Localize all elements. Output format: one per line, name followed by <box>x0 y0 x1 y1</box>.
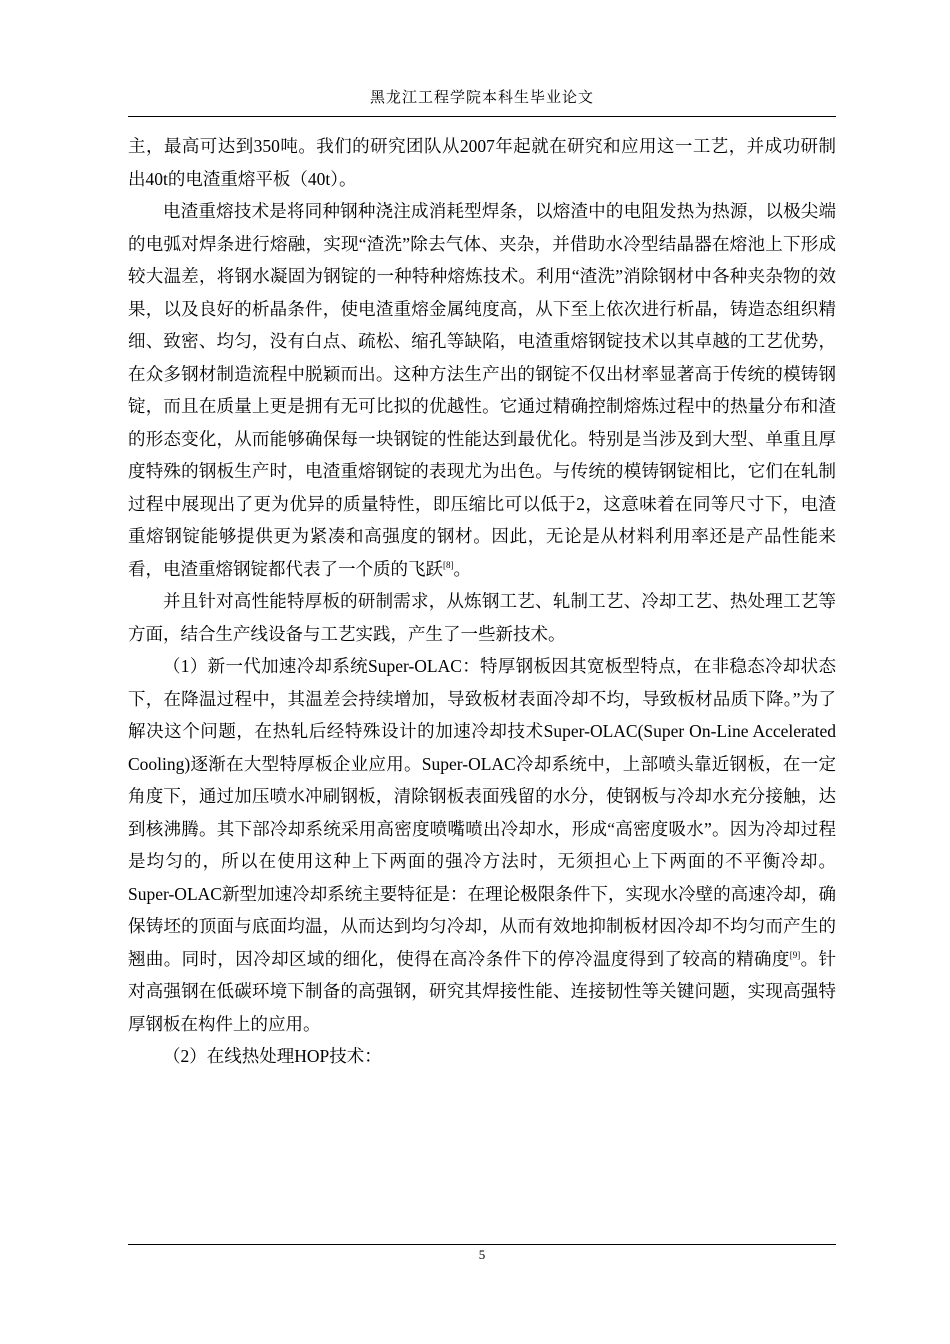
paragraph-continuation: 主，最高可达到350吨。我们的研究团队从2007年起就在研究和应用这一工艺，并成功研制出40t的电渣重熔平板（40t）。 <box>128 136 836 189</box>
header-rule <box>128 116 836 117</box>
body-text <box>128 130 836 1073</box>
running-header: 黑龙江工程学院本科生毕业论文 <box>369 88 594 106</box>
footer-rule <box>128 1244 836 1245</box>
citation-9: [9] <box>789 949 801 960</box>
paragraph-hop-heading: （2）在线热处理HOP技术： <box>163 1046 382 1066</box>
page-number: 5 <box>478 1247 486 1262</box>
paragraph-new-technologies: 并且针对高性能特厚板的研制需求，从炼钢工艺、轧制工艺、冷却工艺、热处理工艺等方面，结合生产线设备与工艺实践，产生了一些新技术。 <box>128 591 836 644</box>
paragraph-electroslag-remelting: 电渣重熔技术是将同种钢种浇注成消耗型焊条，以熔渣中的电阻发热为热源，以极尖端的电弧对焊条进行熔融，实现“渣洗”除去气体、夹杂，并借助水冷型结晶器在熔池上下形成较大温差，将钢水凝固为钢锭的一种特种熔炼技术。利用“渣洗”消除钢材中各种夹杂物的效果，以及良好的析晶条件，使电渣重熔金属纯度高，从下至上依次进行析晶，铸造态组织精细、致密、均匀，没有白点、疏松、缩孔等缺陷，电渣重熔钢锭技术以其卓越的工艺优势，在众多钢材制造流程中脱颖而出。这种方法生产出的钢锭不仅出材率显著高于传统的模铸钢锭，而且在质量上更是拥有无可比拟的优越性。它通过精确控制熔炼过程中的热量分布和渣的形态变化，从而能够确保每一块钢锭的性能达到最优化。特别是当涉及到大型、单重且厚度特殊的钢板生产时，电渣重熔钢锭的表现尤为出色。与传统的模铸钢锭相比，它们在轧制过程中展现出了更为优异的质量特性，即压缩比可以低于2，这意味着在同等尺寸下，电渣重熔钢锭能够提供更为紧凑和高强度的钢材。因此，无论是从材料利用率还是产品性能来看，电渣重熔钢锭都代表了一个质的飞跃[8]。 <box>128 201 836 579</box>
paragraph-super-olac: （1）新一代加速冷却系统Super-OLAC：特厚钢板因其宽板型特点，在非稳态冷却状态下，在降温过程中，其温差会持续增加，导致板材表面冷却不均，导致板材品质下降。”为了解决这个问题，在热轧后经特殊设计的加速冷却技术Super-OLAC(Super On-Line Accelerated Cooling)逐渐在大型特厚板企业应用。Super-OLAC冷却系统中，上部喷头靠近钢板，在一定角度下，通过加压喷水冲刷钢板，清除钢板表面残留的水分，使钢板与冷却水充分接触，达到核沸腾。其下部冷却系统采用高密度喷嘴喷出冷却水，形成“高密度吸水”。因为冷却过程是均匀的，所以在使用这种上下两面的强冷方法时，无须担心上下两面的不平衡冷却。Super-OLAC新型加速冷却系统主要特征是：在理论极限条件下，实现水冷壁的高速冷却，确保铸坯的顶面与底面均温，从而达到均匀冷却，从而有效地抑制板材因冷却不均匀而产生的翘曲。同时，因冷却区域的细化，使得在高冷条件下的停冷温度得到了较高的精确度[9]。针对高强钢在低碳环境下制备的高强钢，研究其焊接性能、连接韧性等关键问题，实现高强特厚钢板在构件上的应用。 <box>128 656 837 1034</box>
citation-8: [8] <box>443 559 454 570</box>
